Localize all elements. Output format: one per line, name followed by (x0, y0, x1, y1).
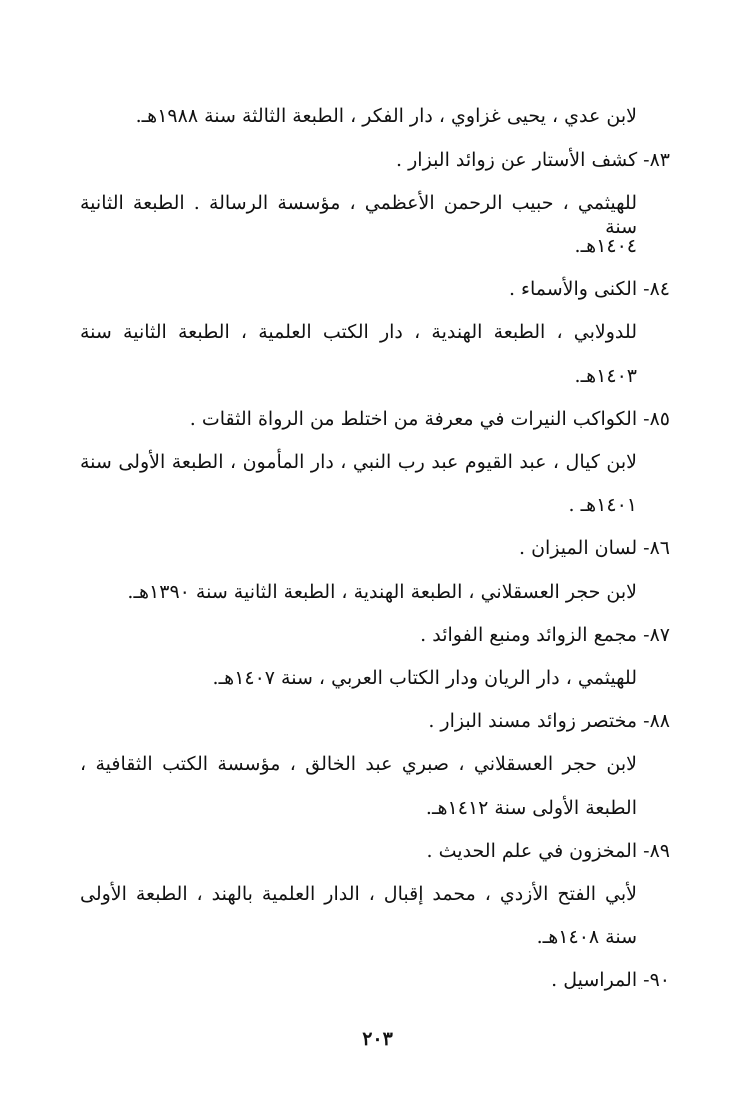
text-line: لأبي الفتح الأزدي ، محمد إقبال ، الدار العلمية بالهند ، الطبعة الأولى (80, 883, 637, 905)
text-line: لابن حجر العسقلاني ، صبري عبد الخالق ، مؤسسة الكتب الثقافية ، (80, 753, 637, 775)
text-line: للهيثمي ، حبيب الرحمن الأعظمي ، مؤسسة الرسالة . الطبعة الثانية سنة (80, 192, 637, 238)
entry-heading-90: ٩٠- المراسيل . (551, 969, 670, 991)
text-line: للهيثمي ، دار الريان ودار الكتاب العربي ، سنة ١٤٠٧هـ. (212, 667, 637, 689)
text-line: سنة ١٤٠٨هـ. (536, 926, 637, 948)
entry-heading-86: ٨٦- لسان الميزان . (519, 537, 670, 559)
page-number: ٢٠٣ (362, 1028, 393, 1050)
text-line: للدولابي ، الطبعة الهندية ، دار الكتب العلمية ، الطبعة الثانية سنة (80, 321, 637, 343)
entry-heading-89: ٨٩- المخزون في علم الحديث . (426, 840, 670, 862)
entry-heading-83: ٨٣- كشف الأستار عن زوائد البزار . (396, 149, 670, 171)
text-line: ١٤٠١هـ . (568, 494, 637, 516)
entry-heading-84: ٨٤- الكنى والأسماء . (508, 278, 670, 300)
entry-heading-85: ٨٥- الكواكب النيرات في معرفة من اختلط من الرواة الثقات . (189, 408, 670, 430)
entry-heading-88: ٨٨- مختصر زوائد مسند البزار . (428, 710, 670, 732)
text-line: ١٤٠٣هـ. (574, 365, 637, 387)
text-line: لابن كيال ، عبد القيوم عبد رب النبي ، دار المأمون ، الطبعة الأولى سنة (80, 451, 637, 473)
text-line: لابن حجر العسقلاني ، الطبعة الهندية ، الطبعة الثانية سنة ١٣٩٠هـ. (127, 581, 637, 603)
text-line: الطبعة الأولى سنة ١٤١٢هـ. (425, 797, 637, 819)
text-line: ١٤٠٤هـ. (574, 235, 637, 257)
text-line: لابن عدي ، يحيى غزاوي ، دار الفكر ، الطبعة الثالثة سنة ١٩٨٨هـ. (135, 105, 637, 127)
entry-heading-87: ٨٧- مجمع الزوائد ومنبع الفوائد . (420, 624, 670, 646)
